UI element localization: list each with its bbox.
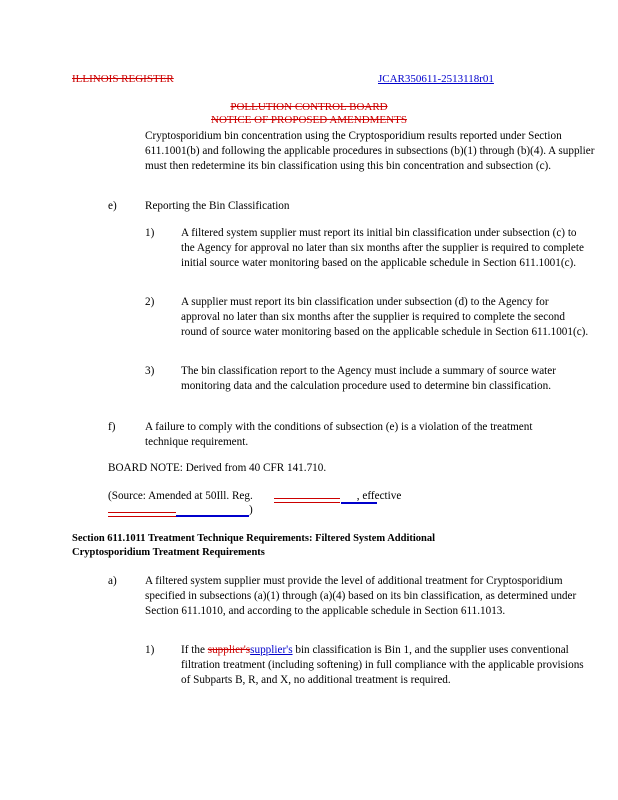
item-a1-lead: If the xyxy=(181,644,205,656)
item-e1-text: A filtered system supplier must report its initial bin classification under subsection (c) to the Agency for approval no later than six months after the supplier is required to complete initial source water monitoring based on the applicable schedule in Section 611.1001(c). xyxy=(181,227,584,270)
source-reg: Ill. Reg. xyxy=(216,490,253,502)
item-e3-label: 3) xyxy=(145,365,155,377)
item-a1-text xyxy=(181,643,591,689)
item-e1-label: 1) xyxy=(145,227,155,239)
subsection-e-label: e) xyxy=(108,200,117,212)
source-close: ) xyxy=(249,504,253,516)
source-volume: 50 xyxy=(205,490,217,502)
source-date-inserted-blank xyxy=(176,515,249,517)
source-page-inserted-blank xyxy=(341,502,377,504)
subsection-e-title: Reporting the Bin Classification xyxy=(145,200,290,212)
item-a1-deleted: supplier's xyxy=(207,644,251,656)
board-note: BOARD NOTE: Derived from 40 CFR 141.710. xyxy=(108,462,327,474)
subsection-a-text: A filtered system supplier must provide the level of additional treatment for Cryptosporidium specified in subsections (a)(1) through (a)(4) based on its bin classification, as determined under Section 611.1010, and according to the applicable schedule in Section 611.1013. xyxy=(145,575,577,618)
item-a1-label: 1) xyxy=(145,644,155,656)
subsection-f-text: A failure to comply with the conditions of subsection (e) is a violation of the treatment technique requirement. xyxy=(145,421,533,449)
subsection-f-label: f) xyxy=(108,421,116,433)
source-date-deleted-blank xyxy=(108,512,176,513)
document-code: JCAR350611-2513118r01 xyxy=(378,73,494,85)
item-e2-text: A supplier must report its bin classification under subsection (d) to the Agency for approval no later than six months after the supplier is required to complete the second round of source water monitoring based on the applicable schedule in Section 611.1001(c). xyxy=(181,296,589,339)
item-e3-text: The bin classification report to the Agency must include a summary of source water monitoring data and the calculation procedure used to determine bin classification. xyxy=(181,365,556,393)
source-page-deleted-blank xyxy=(274,498,340,499)
register-name: ILLINOIS REGISTER xyxy=(72,73,174,85)
item-a1-rest: bin classification is Bin 1, and the supplier uses conventional filtration treatment (including softening) in full compliance with the applicable provisions of Subparts B, R, and X, no additional treatment is required. xyxy=(181,644,584,687)
source-prefix: (Source: Amended at xyxy=(108,490,203,502)
section-heading-line1: Section 611.1011 Treatment Technique Requirements: Filtered System Additional xyxy=(72,533,436,544)
source-page-deleted-blank-2 xyxy=(274,502,340,503)
section-heading-line2: Cryptosporidium Treatment Requirements xyxy=(72,547,265,558)
source-effective: , effective xyxy=(356,490,402,502)
subsection-a-label: a) xyxy=(108,575,117,587)
notice-title: NOTICE OF PROPOSED AMENDMENTS xyxy=(211,114,407,126)
source-date-deleted-blank-2 xyxy=(108,516,176,517)
board-title: POLLUTION CONTROL BOARD xyxy=(230,101,388,113)
continuation-paragraph: Cryptosporidium bin concentration using the Cryptosporidium results reported under Section 611.1001(b) and following the applicable procedures in subsections (b)(1) through (b)(4). A supplier must then redetermine its bin classification using this bin concentration and subsection (c). xyxy=(145,130,595,173)
item-e2-label: 2) xyxy=(145,296,155,308)
item-a1-inserted: supplier's xyxy=(250,644,293,656)
